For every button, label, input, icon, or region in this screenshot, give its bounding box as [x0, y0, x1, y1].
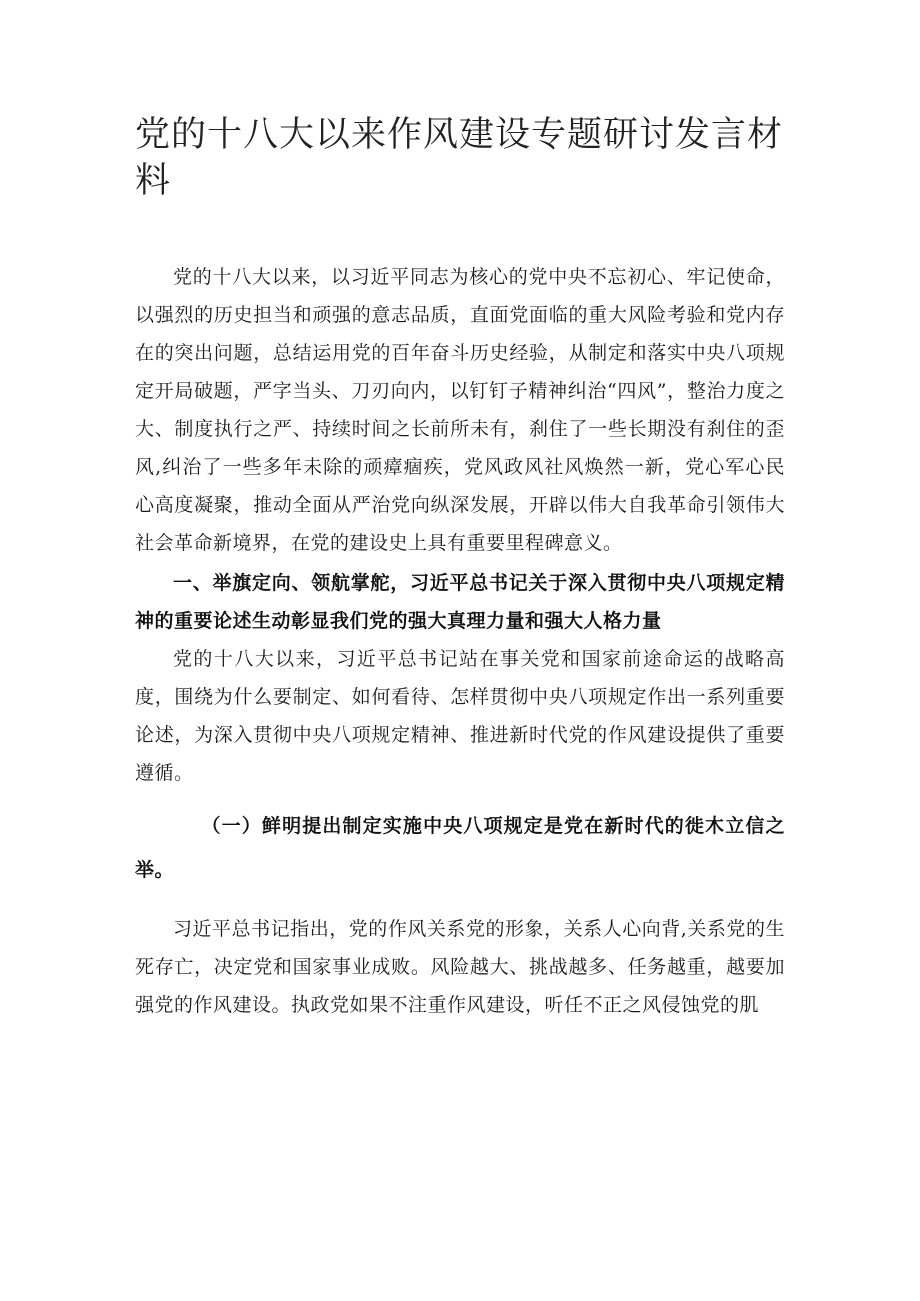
section-1-paragraph: 党的十八大以来，习近平总书记站在事关党和国家前途命运的战略高度，围绕为什么要制定、如何看待、怎样贯彻中央八项规定作出一系列重要论述，为深入贯彻中央八项规定精神、推进新时代党的作风建设提供了重要遵循。 — [135, 648, 785, 784]
subsection-heading-1: （一）鲜明提出制定实施中央八项规定是党在新时代的徙木立信之举。 — [135, 815, 785, 881]
subsection-1-paragraph: 习近平总书记指出，党的作风关系党的形象，关系人心向背,关系党的生死存亡，决定党和国家事业成败。风险越大、挑战越多、任务越重，越要加强党的作风建设。执政党如果不注重作风建设，听任不正之风侵蚀党的肌 — [135, 918, 785, 1016]
section-heading-1: 一、举旗定向、领航掌舵，习近平总书记关于深入贯彻中央八项规定精神的重要论述生动彰显我们党的强大真理力量和强大人格力量 — [135, 572, 785, 632]
intro-paragraph: 党的十八大以来，以习近平同志为核心的党中央不忘初心、牢记使命，以强烈的历史担当和顽强的意志品质，直面党面临的重大风险考验和党内存在的突出问题，总结运用党的百年奋斗历史经验，从制定和落实中央八项规定开局破题，严字当头、刀刃向内，以钉钉子精神纠治“四风”，整治力度之大、制度执行之严、持续时间之长前所未有，刹住了一些长期没有刹住的歪风,纠治了一些多年未除的顽瘴痼疾，党风政风社风焕然一新，党心军心民心高度凝聚，推动全面从严治党向纵深发展，开辟以伟大自我革命引领伟大社会革命新境界，在党的建设史上具有重要里程碑意义。 — [135, 266, 785, 554]
document-title: 党的十八大以来作风建设专题研讨发言材料 — [135, 115, 784, 201]
